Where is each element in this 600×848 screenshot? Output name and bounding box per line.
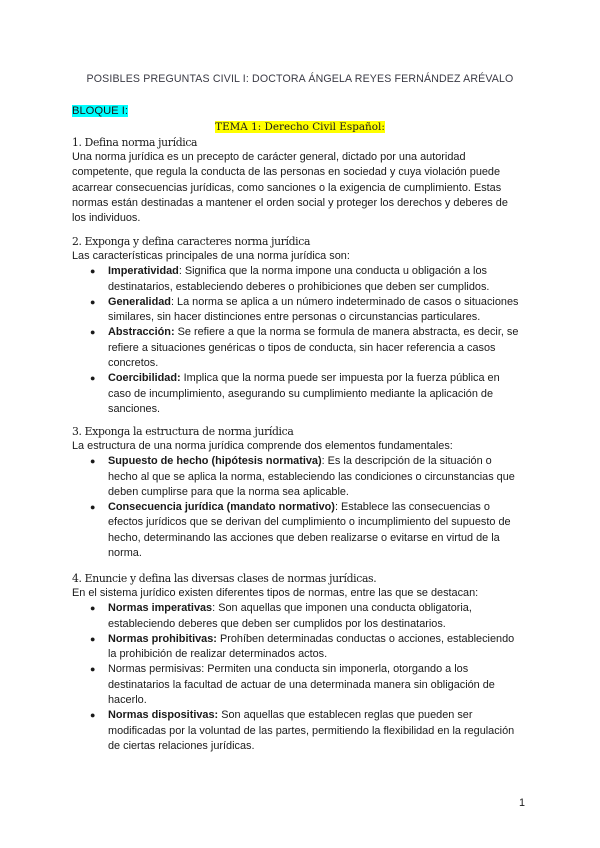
list-item bbox=[72, 325, 532, 371]
paragraph-line: acarrear consecuencias jurídicas, como sanciones o la exigencia de cumplimiento. Estas bbox=[72, 181, 502, 194]
item-text-line: Se refiere a que la norma se formula de manera abstracta, es decir, se bbox=[177, 326, 519, 339]
item-term: Abstracción: bbox=[108, 326, 175, 339]
bloque-label bbox=[72, 105, 128, 117]
bullet-icon: ● bbox=[90, 266, 96, 277]
item-text-line: Permiten una conducta sin imponerla, otorgando a los bbox=[207, 663, 469, 676]
item-text-line: Implica que la norma puede ser impuesta por la fuerza pública en bbox=[183, 372, 500, 385]
section-heading: 3. Exponga la estructura de norma jurídica bbox=[72, 425, 294, 438]
item-term: Normas dispositivas: bbox=[108, 709, 219, 722]
item-text-line: La norma se aplica a un número indeterminado de casos o situaciones bbox=[177, 295, 519, 308]
bullet-icon: ● bbox=[90, 664, 96, 675]
item-text-line: Son aquellas que establecen reglas que pueden ser bbox=[221, 709, 473, 722]
item-text-line: destinatarios la facultad de actuar de una determinada manera sin obligación de bbox=[108, 678, 495, 691]
bullet-icon: ● bbox=[90, 502, 96, 513]
item-text-line: similares, sin hacer distinciones entre personas o circunstancias particulares. bbox=[108, 311, 481, 324]
section-3 bbox=[72, 425, 532, 561]
section-intro: En el sistema jurídico existen diferentes tipos de normas, entre las que se destacan: bbox=[72, 587, 479, 599]
paragraph-line: Una norma jurídica es un precepto de carácter general, dictado por una autoridad bbox=[72, 151, 466, 163]
tema-heading bbox=[0, 121, 600, 133]
bullet-list bbox=[72, 601, 532, 754]
bullet-icon: ● bbox=[90, 603, 96, 614]
item-term: Consecuencia jurídica (mandato normativo) bbox=[108, 501, 335, 514]
item-text-line: sanciones. bbox=[108, 402, 161, 415]
bullet-icon: ● bbox=[90, 296, 96, 307]
item-text-line: concretos. bbox=[108, 357, 159, 370]
section-2 bbox=[72, 235, 532, 417]
paragraph-line: normas están destinadas a mantener el orden social y proteger los derechos y deberes de bbox=[72, 196, 508, 209]
bloque-highlight: BLOQUE I: bbox=[72, 105, 128, 117]
list-item bbox=[72, 371, 532, 417]
list-item bbox=[72, 662, 532, 708]
section-1 bbox=[72, 136, 532, 226]
item-text-line: Son aquellas que imponen una conducta obligatoria, bbox=[218, 602, 472, 615]
item-text-line: Es la descripción de la situación o bbox=[327, 455, 492, 468]
item-term: Imperatividad bbox=[108, 265, 179, 278]
document-title: POSIBLES PREGUNTAS CIVIL I: DOCTORA ÁNGELA REYES FERNÁNDEZ ARÉVALO bbox=[86, 73, 514, 85]
item-text-line: modificadas por la voluntad de las partes, permitiendo la flexibilidad en la regulación bbox=[108, 724, 515, 737]
item-text-line: refiere a situaciones genéricas o tipos de conducta, sin hacer referencia a casos bbox=[108, 341, 496, 354]
paragraph-line: competente, que regula la conducta de las personas en sociedad y cuya violación puede bbox=[72, 166, 501, 179]
list-item bbox=[72, 632, 532, 663]
bullet-list bbox=[72, 454, 532, 561]
item-term: Normas prohibitivas: bbox=[108, 632, 217, 645]
bullet-icon: ● bbox=[90, 373, 96, 384]
item-text-line: hecho, determinando las acciones que deben realizarse o evitarse en virtud de la bbox=[108, 531, 500, 544]
bullet-icon: ● bbox=[90, 456, 96, 467]
item-text-line: norma. bbox=[108, 547, 142, 560]
item-text-line: Establece las consecuencias o bbox=[341, 501, 490, 514]
bullet-icon: ● bbox=[90, 710, 96, 721]
section-heading: 2. Exponga y defina caracteres norma jurídica bbox=[72, 235, 311, 248]
item-text-line: la prohibición de realizar determinados actos. bbox=[108, 648, 328, 661]
item-text-line: de ciertas relaciones jurídicas. bbox=[108, 739, 255, 752]
item-text-line: Prohíben determinadas conductas o acciones, estableciendo bbox=[219, 632, 515, 645]
section-heading: 1. Defina norma jurídica bbox=[72, 136, 198, 149]
item-text-line: hecho al que se aplica la norma, estableciendo las condiciones o circunstancias que bbox=[108, 470, 515, 483]
item-text-line: efectos jurídicos que se derivan del cumplimiento o incumplimiento del supuesto de bbox=[108, 516, 511, 529]
tema-highlight: TEMA 1: Derecho Civil Español: bbox=[215, 121, 385, 133]
list-item: ● Normas imperativas: Son aquellas que imponen una conducta obligatoria, estableciendo deberes que deben ser cumplidos por los destinatarios. bbox=[90, 602, 472, 630]
section-heading: 4. Enuncie y defina las diversas clases de normas jurídicas. bbox=[72, 572, 377, 585]
bullet-icon: ● bbox=[90, 633, 96, 644]
item-text-line: destinatarios, estableciendo deberes o prohibiciones que deben ser cumplidos. bbox=[108, 280, 490, 293]
list-item bbox=[72, 708, 532, 754]
item-term: Supuesto de hecho (hipótesis normativa) bbox=[108, 455, 322, 468]
item-text-line: caso de incumplimiento, asegurando su cumplimiento mediante la aplicación de bbox=[108, 387, 494, 400]
item-term: Normas permisivas: bbox=[108, 663, 205, 676]
item-text-line: deben cumplirse para que la norma sea aplicable. bbox=[108, 485, 349, 498]
page-number: 1 bbox=[519, 797, 526, 809]
item-term: Normas imperativas bbox=[108, 602, 213, 615]
section-intro: La estructura de una norma jurídica comprende dos elementos fundamentales: bbox=[72, 440, 453, 452]
list-item: ● Imperatividad: Significa que la norma impone una conducta u obligación a los destinatarios, estableciendo deberes o prohibiciones que deben ser cumplidos. bbox=[90, 265, 490, 293]
list-item: ● Consecuencia jurídica (mandato normativo): Establece las consecuencias o efectos jurídicos que se derivan del cumplimiento o incumplimiento del supuesto de hecho, determinando las acciones que deben realizarse o evitarse en virtud de la norma. bbox=[90, 501, 511, 560]
item-text-line: Significa que la norma impone una conducta u obligación a los bbox=[184, 265, 487, 278]
paragraph-line: los individuos. bbox=[72, 212, 141, 225]
list-item: ● Generalidad: La norma se aplica a un número indeterminado de casos o situaciones similares, sin hacer distinciones entre personas o circunstancias particulares. bbox=[90, 295, 519, 324]
item-text-line: hacerlo. bbox=[108, 694, 147, 707]
section-intro: Las características principales de una norma jurídica son: bbox=[72, 250, 350, 262]
bullet-icon: ● bbox=[90, 327, 96, 338]
bullet-list bbox=[72, 264, 532, 417]
item-term: Coercibilidad: bbox=[108, 372, 181, 385]
item-term: Generalidad bbox=[108, 295, 171, 308]
section-4 bbox=[72, 572, 532, 754]
list-item: ● Supuesto de hecho (hipótesis normativa): Es la descripción de la situación o hecho al que se aplica la norma, estableciendo las condiciones o circunstancias que deben cumplirse para que la norma sea aplicable. bbox=[90, 455, 515, 498]
item-text-line: estableciendo deberes que deben ser cumplidos por los destinatarios. bbox=[108, 617, 446, 630]
